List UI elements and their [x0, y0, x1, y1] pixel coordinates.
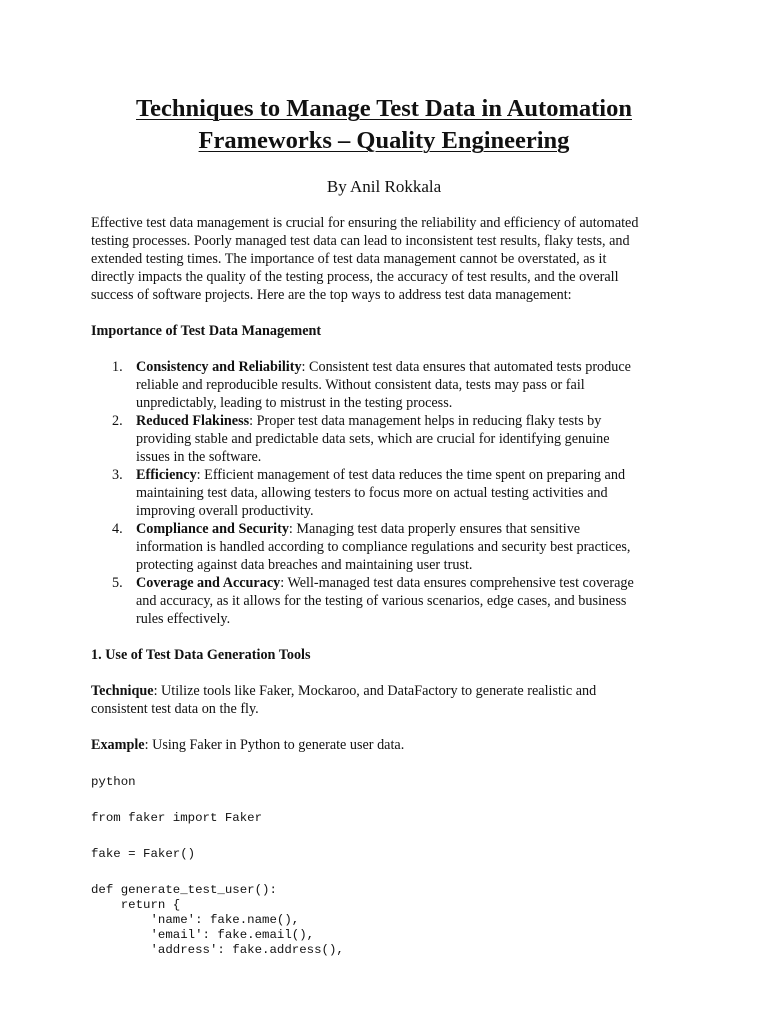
document-page — [91, 93, 677, 958]
importance-list — [91, 358, 677, 628]
item-text: : Proper test data management helps in reducing flaky tests by — [249, 413, 602, 429]
code-function-block: def generate_test_user(): return { 'name': fake.name(), 'email': fake.email(), 'address': fake.address(), — [91, 883, 344, 957]
intro-line: Effective test data management is crucial for ensuring the reliability and efficiency of automated — [91, 215, 639, 231]
code-init-line: fake = Faker() — [91, 847, 196, 861]
example-label: Example — [91, 737, 145, 753]
list-item — [91, 358, 677, 412]
technique-label: Technique — [91, 683, 154, 699]
list-number: 4. — [112, 521, 123, 537]
author-byline: By Anil Rokkala — [326, 177, 442, 196]
item-text: improving overall productivity. — [136, 503, 314, 519]
item-text: : Managing test data properly ensures that sensitive — [288, 521, 581, 537]
item-term: Consistency and Reliability — [136, 359, 302, 375]
item-text: maintaining test data, allowing testers to focus more on actual testing activities and — [136, 485, 608, 501]
intro-paragraph — [91, 214, 677, 304]
item-text: unpredictably, leading to mistrust in the testing process. — [136, 395, 453, 411]
list-item — [91, 574, 677, 628]
item-term: Compliance and Security — [136, 521, 289, 537]
list-number: 3. — [112, 467, 123, 483]
title-line-1: Techniques to Manage Test Data in Automation — [136, 95, 632, 122]
intro-line: directly impacts the quality of the testing process, the accuracy of test results, and the overall — [91, 269, 619, 285]
list-item — [91, 412, 677, 466]
example-text: : Using Faker in Python to generate user data. — [144, 737, 405, 753]
item-text: providing stable and predictable data sets, which are crucial for identifying genuine — [136, 431, 610, 447]
code-import-line: from faker import Faker — [91, 811, 263, 825]
technique-text: : Utilize tools like Faker, Mockaroo, and DataFactory to generate realistic and — [153, 683, 597, 699]
list-item — [91, 520, 677, 574]
section-1-heading: 1. Use of Test Data Generation Tools — [91, 647, 311, 663]
item-text: information is handled according to compliance regulations and security best practices, — [136, 539, 631, 555]
list-item — [91, 466, 677, 520]
example-paragraph — [91, 736, 677, 754]
intro-line: success of software projects. Here are the top ways to address test data management: — [91, 287, 572, 303]
intro-line: testing processes. Poorly managed test data can lead to inconsistent test results, flaky tests, and — [91, 233, 630, 249]
intro-line: extended testing times. The importance of test data management cannot be overstated, as it — [91, 251, 607, 267]
item-text: : Efficient management of test data reduces the time spent on preparing and — [196, 467, 626, 483]
list-number: 1. — [112, 359, 123, 375]
code-language-label: python — [91, 775, 136, 789]
document-title — [91, 93, 677, 157]
list-number: 2. — [112, 413, 123, 429]
title-line-2: Frameworks – Quality Engineering — [198, 127, 570, 154]
item-text: protecting against data breaches and maintaining user trust. — [136, 557, 473, 573]
item-text: : Well-managed test data ensures comprehensive test coverage — [280, 575, 634, 591]
item-text: rules effectively. — [136, 611, 231, 627]
item-text: reliable and reproducible results. Without consistent data, tests may pass or fail — [136, 377, 585, 393]
item-text: issues in the software. — [136, 449, 262, 465]
importance-heading: Importance of Test Data Management — [91, 323, 322, 339]
item-term: Reduced Flakiness — [136, 413, 250, 429]
technique-text: consistent test data on the fly. — [91, 701, 259, 717]
item-term: Efficiency — [136, 467, 197, 483]
item-text: and accuracy, as it allows for the testing of various scenarios, edge cases, and business — [136, 593, 627, 609]
item-term: Coverage and Accuracy — [136, 575, 281, 591]
item-text: : Consistent test data ensures that automated tests produce — [301, 359, 631, 375]
list-number: 5. — [112, 575, 123, 591]
technique-paragraph — [91, 682, 677, 718]
